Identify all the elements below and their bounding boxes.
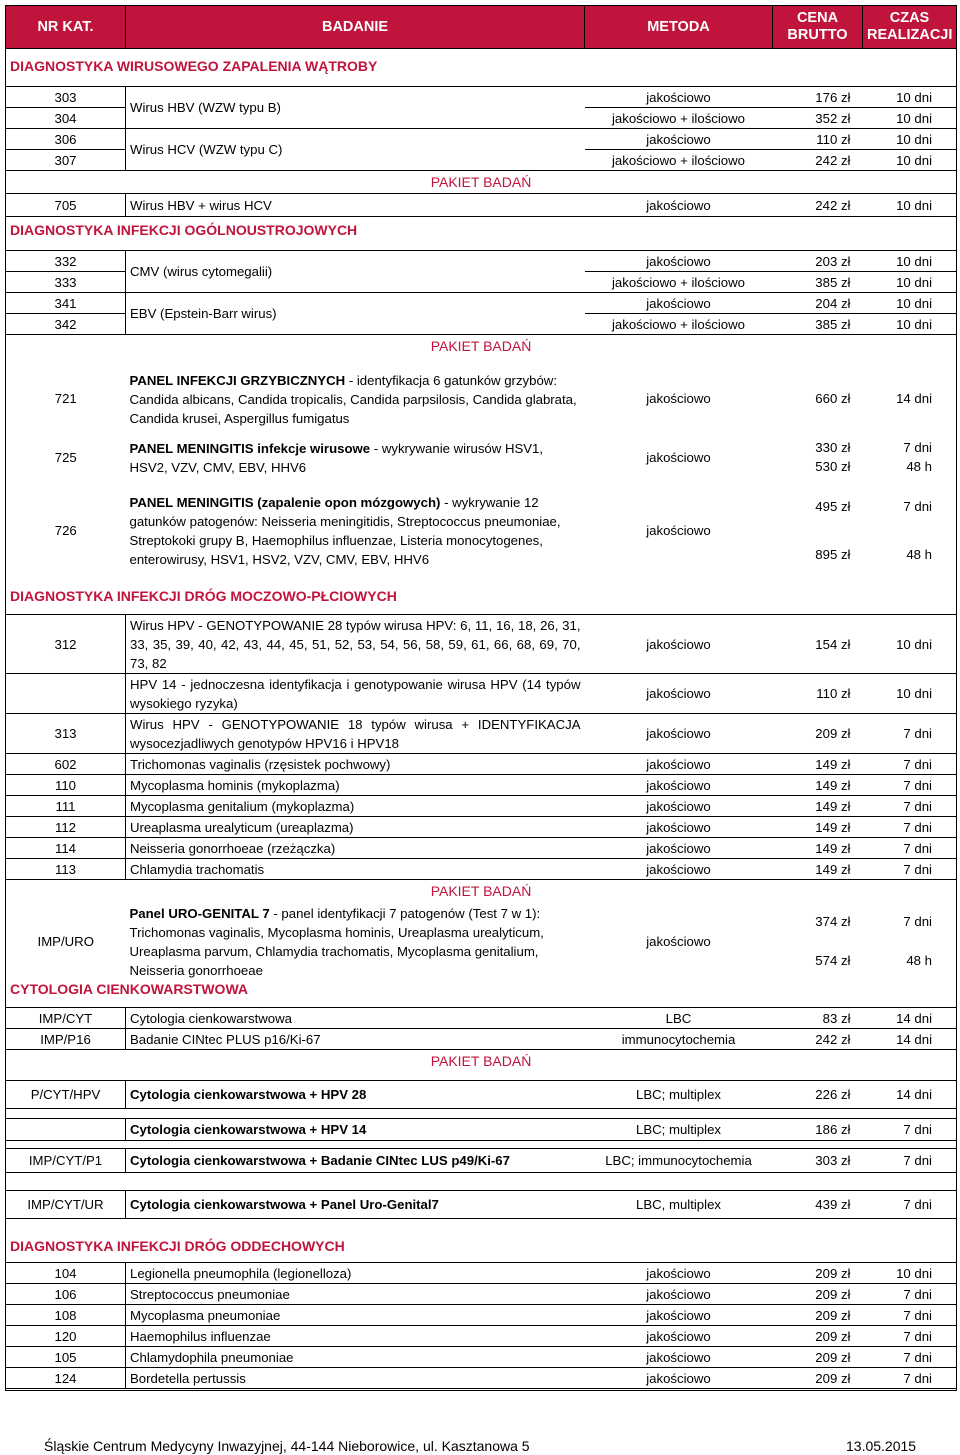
test-time: 7 dni — [903, 439, 932, 455]
test-price: 374 zł — [815, 914, 851, 930]
table-row — [6, 1029, 957, 1050]
table-row — [6, 1284, 957, 1305]
test-number: IMP/P16 — [6, 1029, 126, 1050]
section-title: DIAGNOSTYKA INFEKCJI DRÓG MOCZOWO-PŁCIOWYCH — [10, 587, 397, 604]
test-price: 154 zł — [773, 615, 863, 674]
spacer — [6, 1173, 957, 1191]
test-number: 120 — [6, 1326, 126, 1347]
test-number: 726 — [54, 523, 77, 538]
hpv-row — [6, 615, 957, 674]
test-time: 7 dni — [863, 714, 957, 754]
test-number — [6, 1119, 126, 1141]
panel-row — [6, 438, 957, 458]
table-row — [6, 1305, 957, 1326]
test-number: 342 — [6, 314, 126, 335]
header-czas — [863, 6, 957, 49]
test-price: 352 zł — [773, 108, 863, 129]
test-number: 303 — [6, 87, 126, 108]
test-price: 495 zł — [815, 499, 851, 514]
section-title: DIAGNOSTYKA INFEKCJI OGÓLNOUSTROJOWYCH — [10, 221, 358, 238]
test-method: jakościowo — [585, 87, 773, 108]
test-method: jakościowo — [646, 391, 711, 406]
test-number: 341 — [6, 293, 126, 314]
package-title: PAKIET BADAŃ — [430, 1052, 532, 1069]
test-method: jakościowo — [585, 251, 773, 272]
test-time: 7 dni — [903, 499, 932, 514]
test-name: Cytologia cienkowarstwowa + HPV 28 — [126, 1081, 585, 1109]
test-price: 209 zł — [773, 1347, 863, 1368]
test-price: 209 zł — [773, 714, 863, 754]
test-name: HPV 14 - jednoczesna identyfikacja i genotypowanie wirusa HPV (14 typów wysokiego ryzyka) — [126, 674, 585, 714]
test-price: 149 zł — [773, 754, 863, 775]
test-method: LBC, multiplex — [585, 1191, 773, 1219]
spacer — [6, 1141, 957, 1149]
panel-name-cell — [126, 483, 585, 579]
test-method: jakościowo — [585, 674, 773, 714]
test-time: 14 dni — [896, 391, 932, 406]
section-title: CYTOLOGIA CIENKOWARSTWOWA — [10, 980, 248, 997]
panel-row — [6, 368, 957, 430]
test-time: 10 dni — [863, 108, 957, 129]
test-price: 330 zł — [815, 439, 851, 455]
test-method: jakościowo — [585, 1368, 773, 1389]
test-number: IMP/URO — [37, 933, 94, 949]
header-cena-line2: BRUTTO — [787, 27, 848, 43]
test-method: jakościowo — [585, 1263, 773, 1284]
table-row — [6, 1368, 957, 1389]
test-time: 7 dni — [863, 859, 957, 880]
panel-name: PANEL MENINGITIS infekcje wirusowe — [129, 440, 371, 456]
test-name: Badanie CINtec PLUS p16/Ki-67 — [126, 1029, 585, 1050]
test-price: 660 zł — [815, 391, 851, 406]
table-row — [6, 838, 957, 859]
test-method: LBC; immunocytochemia — [585, 1149, 773, 1173]
footer-date: 13.05.2015 — [846, 1438, 917, 1454]
table-row — [6, 1119, 957, 1141]
test-time: 7 dni — [863, 1326, 957, 1347]
panel-name-cell — [126, 903, 585, 980]
test-time: 7 dni — [863, 1119, 957, 1141]
table-row — [6, 87, 957, 108]
test-name: Neisseria gonorrhoeae (rzeżączka) — [126, 838, 585, 859]
test-number: IMP/CYT/P1 — [6, 1149, 126, 1173]
test-price: 149 zł — [773, 796, 863, 817]
header-cena — [773, 6, 863, 49]
test-time: 7 dni — [863, 1284, 957, 1305]
test-group-name: Wirus HCV (WZW typu C) — [126, 129, 585, 171]
test-name: Chlamydia trachomatis — [126, 859, 585, 880]
test-time: 14 dni — [863, 1081, 957, 1109]
test-time: 7 dni — [863, 838, 957, 859]
test-price: 209 zł — [773, 1263, 863, 1284]
panel-description: - wykrywanie wirusów HSV1, HSV2, VZV, CMV, EBV, HHV6 — [129, 440, 544, 475]
price-list-table — [5, 5, 957, 1391]
test-method: jakościowo + ilościowo — [585, 108, 773, 129]
test-price: 895 zł — [815, 547, 851, 562]
table-row — [6, 775, 957, 796]
table-row — [6, 1081, 957, 1109]
test-name: Cytologia cienkowarstwowa + Badanie CINtec LUS p49/Ki-67 — [126, 1149, 585, 1173]
test-time: 10 dni — [863, 293, 957, 314]
test-price: 209 zł — [773, 1305, 863, 1326]
test-number: 112 — [6, 817, 126, 838]
test-name: Wirus HBV + wirus HCV — [126, 194, 585, 217]
test-name: Trichomonas vaginalis (rzęsistek pochwowy) — [126, 754, 585, 775]
header-nr: NR KAT. — [6, 6, 126, 49]
test-time: 7 dni — [863, 1347, 957, 1368]
table-row — [6, 1008, 957, 1029]
test-method: jakościowo — [646, 933, 711, 949]
test-price: 149 zł — [773, 838, 863, 859]
test-method: jakościowo — [585, 615, 773, 674]
section-title-row — [6, 579, 957, 611]
test-name: Cytologia cienkowarstwowa + Panel Uro-Genital7 — [126, 1191, 585, 1219]
test-time: 7 dni — [863, 796, 957, 817]
header-metoda: METODA — [585, 6, 773, 49]
test-method: jakościowo — [646, 523, 711, 538]
table-row — [6, 1263, 957, 1284]
test-name: Cytologia cienkowarstwowa + HPV 14 — [126, 1119, 585, 1141]
spacer-row — [6, 1219, 957, 1229]
test-price: 110 zł — [773, 129, 863, 150]
test-price: 242 zł — [773, 194, 863, 217]
section-title-row — [6, 217, 957, 245]
test-name: Haemophilus influenzae — [126, 1326, 585, 1347]
test-number: IMP/CYT/UR — [6, 1191, 126, 1219]
test-number: 332 — [6, 251, 126, 272]
test-method: jakościowo + ilościowo — [585, 314, 773, 335]
package-title: PAKIET BADAŃ — [430, 882, 532, 899]
test-number: 124 — [6, 1368, 126, 1389]
test-name: Chlamydophila pneumoniae — [126, 1347, 585, 1368]
test-method: jakościowo — [585, 129, 773, 150]
header-czas-line1: CZAS — [889, 10, 930, 26]
test-time: 10 dni — [863, 194, 957, 217]
test-method: jakościowo + ilościowo — [585, 150, 773, 171]
test-method: LBC; multiplex — [585, 1119, 773, 1141]
spacer-row — [6, 358, 957, 368]
test-number: P/CYT/HPV — [6, 1081, 126, 1109]
test-time: 10 dni — [863, 314, 957, 335]
table-row — [6, 796, 957, 817]
test-method: jakościowo — [585, 1284, 773, 1305]
test-name: Wirus HPV - GENOTYPOWANIE 28 typów wirusa HPV: 6, 11, 16, 18, 26, 31, 33, 35, 39, 40, 42, 43, 44, 45, 51, 52, 53, 54, 56, 58, 59, 61, 66, 68, 69, 70, 73, 82 — [126, 615, 585, 674]
test-price: 209 zł — [773, 1368, 863, 1389]
page-footer — [0, 1438, 960, 1454]
section-title-row — [6, 980, 957, 1004]
test-group-name: CMV (wirus cytomegalii) — [126, 251, 585, 293]
spacer — [6, 430, 957, 438]
test-time: 10 dni — [863, 129, 957, 150]
test-number: 113 — [6, 859, 126, 880]
test-name: Bordetella pertussis — [126, 1368, 585, 1389]
package-title: PAKIET BADAŃ — [430, 337, 532, 354]
spacer — [6, 1109, 957, 1119]
spacer — [6, 1389, 957, 1391]
test-price: 439 zł — [773, 1191, 863, 1219]
test-method: jakościowo — [585, 775, 773, 796]
package-title-row — [6, 880, 957, 903]
test-number: 110 — [6, 775, 126, 796]
spacer-row — [6, 1389, 957, 1391]
spacer-row — [6, 1173, 957, 1191]
test-name: Mycoplasma genitalium (mykoplazma) — [126, 796, 585, 817]
test-number — [6, 674, 126, 714]
table-row — [6, 859, 957, 880]
test-number: 108 — [6, 1305, 126, 1326]
test-time: 48 h — [906, 952, 932, 968]
test-name: Wirus HPV - GENOTYPOWANIE 18 typów wirusa + IDENTYFIKACJA wysocezjadliwych genotypów HPV16 i HPV18 — [126, 714, 585, 754]
test-time: 48 h — [906, 547, 932, 562]
panel-description: - panel identyfikacji 7 patogenów (Test 7 w 1): Trichomonas vaginalis, Mycoplasma hominis, Ureaplasma urealyticum, Ureaplasma parvum, Chlamydia trachomatis, Mycoplasma genitalium, Neisseria gonorrhoeae — [129, 905, 544, 978]
price-list-sheet — [5, 5, 956, 1391]
test-group-name: Wirus HBV (WZW typu B) — [126, 87, 585, 129]
test-number: 111 — [6, 796, 126, 817]
test-time: 48 h — [906, 459, 932, 475]
test-method: jakościowo + ilościowo — [585, 272, 773, 293]
panel-name-cell — [126, 438, 585, 477]
header-badanie: BADANIE — [126, 6, 585, 49]
panel-name-cell — [126, 368, 585, 430]
spacer-row — [6, 430, 957, 438]
test-number: 307 — [6, 150, 126, 171]
section-title-row — [6, 49, 957, 81]
test-price: 385 zł — [773, 272, 863, 293]
test-method: jakościowo — [585, 194, 773, 217]
package-title: PAKIET BADAŃ — [430, 173, 532, 190]
test-time: 10 dni — [863, 674, 957, 714]
table-row — [6, 129, 957, 150]
test-name: Mycoplasma pneumoniae — [126, 1305, 585, 1326]
test-name: Streptococcus pneumoniae — [126, 1284, 585, 1305]
test-price: 186 zł — [773, 1119, 863, 1141]
test-number: 312 — [6, 615, 126, 674]
test-time: 10 dni — [863, 150, 957, 171]
test-price: 203 zł — [773, 251, 863, 272]
section-title-row — [6, 1229, 957, 1261]
panel-name: Panel URO-GENITAL 7 — [129, 905, 270, 921]
test-price: 149 zł — [773, 775, 863, 796]
panel-name: PANEL INFEKCJI GRZYBICZNYCH — [129, 372, 346, 388]
test-time: 10 dni — [863, 1263, 957, 1284]
test-price: 226 zł — [773, 1081, 863, 1109]
test-group-name: EBV (Epstein-Barr wirus) — [126, 293, 585, 335]
test-price: 149 zł — [773, 817, 863, 838]
table-row — [6, 754, 957, 775]
section-title: DIAGNOSTYKA WIRUSOWEGO ZAPALENIA WĄTROBY — [10, 57, 378, 74]
table-row — [6, 251, 957, 272]
test-price: 242 zł — [773, 150, 863, 171]
test-number: 725 — [54, 449, 77, 465]
table-row — [6, 293, 957, 314]
test-time: 10 dni — [863, 615, 957, 674]
spacer-row — [6, 1141, 957, 1149]
test-time: 7 dni — [863, 1149, 957, 1173]
test-method: jakościowo — [585, 1305, 773, 1326]
test-number: 304 — [6, 108, 126, 129]
test-method: jakościowo — [585, 1347, 773, 1368]
table-row — [6, 194, 957, 217]
package-title-row — [6, 1050, 957, 1073]
test-time: 10 dni — [863, 251, 957, 272]
panel-row — [6, 903, 957, 942]
test-number: 106 — [6, 1284, 126, 1305]
spacer-row — [6, 1109, 957, 1119]
package-title-row — [6, 171, 957, 194]
test-time: 10 dni — [863, 87, 957, 108]
test-number: 306 — [6, 129, 126, 150]
test-price: 110 zł — [773, 674, 863, 714]
test-time: 7 dni — [863, 817, 957, 838]
test-method: jakościowo — [585, 1326, 773, 1347]
test-method: jakościowo — [585, 796, 773, 817]
test-price: 83 zł — [773, 1008, 863, 1029]
spacer — [6, 1219, 957, 1229]
test-price: 209 zł — [773, 1326, 863, 1347]
test-method: LBC — [585, 1008, 773, 1029]
test-number: 333 — [6, 272, 126, 293]
test-time: 7 dni — [863, 1191, 957, 1219]
test-number: 313 — [6, 714, 126, 754]
test-price: 574 zł — [815, 952, 851, 968]
table-row — [6, 1149, 957, 1173]
test-method: jakościowo — [585, 859, 773, 880]
test-method: jakościowo — [646, 449, 711, 465]
test-time: 7 dni — [863, 754, 957, 775]
test-price: 530 zł — [815, 459, 851, 475]
panel-row — [6, 483, 957, 531]
test-time: 7 dni — [903, 914, 932, 930]
test-method: jakościowo — [585, 293, 773, 314]
test-time: 7 dni — [863, 1368, 957, 1389]
test-name: Legionella pneumophila (legionelloza) — [126, 1263, 585, 1284]
hpv-row — [6, 674, 957, 714]
test-number: 105 — [6, 1347, 126, 1368]
test-number: 104 — [6, 1263, 126, 1284]
test-method: jakościowo — [585, 838, 773, 859]
test-price: 204 zł — [773, 293, 863, 314]
section-title: DIAGNOSTYKA INFEKCJI DRÓG ODDECHOWYCH — [10, 1237, 345, 1254]
table-row — [6, 1347, 957, 1368]
test-name: Mycoplasma hominis (mykoplazma) — [126, 775, 585, 796]
test-time: 14 dni — [863, 1008, 957, 1029]
table-row — [6, 1326, 957, 1347]
test-method: LBC; multiplex — [585, 1081, 773, 1109]
panel-description: - identyfikacja 6 gatunków grzybów: Candida albicans, Candida tropicalis, Candida parpsilosis, Candida glabrata, Candida krusei, Aspergillus fumigatus — [129, 372, 577, 426]
table-header-row — [6, 6, 957, 49]
test-method: immunocytochemia — [585, 1029, 773, 1050]
header-czas-line2: REALIZACJI — [867, 27, 953, 43]
package-title-row — [6, 335, 957, 358]
test-number: 602 — [6, 754, 126, 775]
test-number: IMP/CYT — [6, 1008, 126, 1029]
panel-name: PANEL MENINGITIS (zapalenie opon mózgowych) — [129, 495, 441, 510]
test-time: 7 dni — [863, 1305, 957, 1326]
test-number: 721 — [54, 391, 77, 406]
test-price: 149 zł — [773, 859, 863, 880]
spacer — [6, 1073, 957, 1081]
test-price: 176 zł — [773, 87, 863, 108]
test-price: 242 zł — [773, 1029, 863, 1050]
panel-description: - wykrywanie 12 gatunków patogenów: Neisseria meningitidis, Streptococcus pneumoniae, Streptokoki grupy B, Haemophilus influenzae, Listeria monocytogenes, enterowirusy, HSV1, HSV2, VZV, CMV, EBV, HHV6 — [129, 495, 561, 567]
test-method: jakościowo — [585, 817, 773, 838]
test-price: 209 zł — [773, 1284, 863, 1305]
test-time: 10 dni — [863, 272, 957, 293]
test-method: jakościowo — [585, 714, 773, 754]
table-row — [6, 1191, 957, 1219]
footer-address: Śląskie Centrum Medycyny Inwazyjnej, 44-144 Nieborowice, ul. Kasztanowa 5 — [44, 1438, 530, 1454]
test-price: 385 zł — [773, 314, 863, 335]
table-row — [6, 817, 957, 838]
spacer-row — [6, 1073, 957, 1081]
test-number: 705 — [6, 194, 126, 217]
test-time: 7 dni — [863, 775, 957, 796]
spacer — [6, 358, 957, 368]
test-number: 114 — [6, 838, 126, 859]
test-time: 14 dni — [863, 1029, 957, 1050]
test-price: 303 zł — [773, 1149, 863, 1173]
header-cena-line1: CENA — [796, 10, 839, 26]
hpv-row — [6, 714, 957, 754]
test-name: Cytologia cienkowarstwowa — [126, 1008, 585, 1029]
test-method: jakościowo — [585, 754, 773, 775]
test-name: Ureaplasma urealyticum (ureaplazma) — [126, 817, 585, 838]
